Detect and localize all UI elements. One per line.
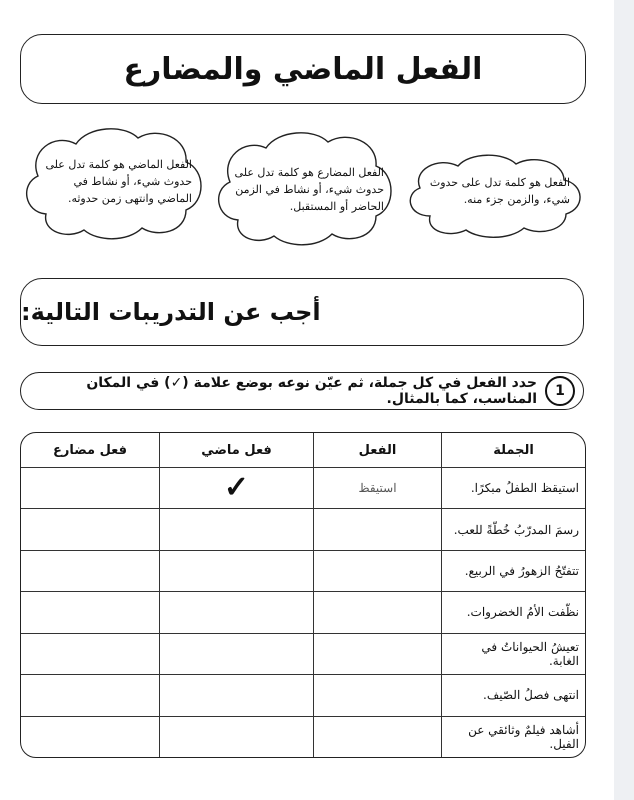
page-title: الفعل الماضي والمضارع xyxy=(123,51,483,87)
table-row xyxy=(21,592,585,633)
verb-cell[interactable] xyxy=(313,675,441,716)
exercise-table xyxy=(20,432,586,758)
present-cell[interactable] xyxy=(21,634,159,675)
present-cell[interactable] xyxy=(21,468,159,509)
verb-cell[interactable] xyxy=(313,717,441,757)
definition-present-text: الفعل المضارع هو كلمة تدل على حدوث شيء، أو نشاط في الزمن الحاضر أو المستقبل. xyxy=(234,166,384,213)
header-sentence: الجملة xyxy=(441,433,585,468)
past-cell[interactable] xyxy=(159,634,313,675)
past-cell[interactable] xyxy=(159,509,313,550)
verb-cell[interactable]: استيقظ xyxy=(313,468,441,509)
verb-cell[interactable] xyxy=(313,634,441,675)
table-row xyxy=(21,509,585,550)
header-present: فعل مضارع xyxy=(21,433,159,468)
question-text: حدد الفعل في كل جملة، ثم عيّن نوعه بوضع علامة (✓) في المكان المناسب، كما بالمثال. xyxy=(86,375,537,407)
sentence-cell: استيقظ الطفلُ مبكرًا. xyxy=(441,468,585,509)
present-cell[interactable] xyxy=(21,509,159,550)
past-cell[interactable] xyxy=(159,551,313,592)
question-number: 1 xyxy=(545,376,575,406)
verb-cell[interactable] xyxy=(313,551,441,592)
table-row xyxy=(21,634,585,675)
table-row xyxy=(21,717,585,757)
present-cell[interactable] xyxy=(21,717,159,757)
page-margin-strip xyxy=(614,0,634,800)
header-past: فعل ماضي xyxy=(159,433,313,468)
definition-cloud-verb xyxy=(400,150,588,238)
definition-verb-text: الفعل هو كلمة تدل على حدوث شيء، والزمن جزء منه. xyxy=(429,176,570,206)
verb-cell[interactable] xyxy=(313,509,441,550)
page-title-box xyxy=(20,34,586,104)
verb-cell[interactable] xyxy=(313,592,441,633)
definition-cloud-past xyxy=(18,122,208,242)
table-row xyxy=(21,551,585,592)
instruction-box xyxy=(20,278,584,346)
question-box xyxy=(20,372,584,410)
past-cell[interactable] xyxy=(159,717,313,757)
header-verb: الفعل xyxy=(313,433,441,468)
present-cell[interactable] xyxy=(21,675,159,716)
sentence-cell: رسمَ المدرّبُ خُطّةً للعب. xyxy=(441,509,585,550)
check-mark-icon: ✓ xyxy=(223,470,250,506)
past-cell[interactable] xyxy=(159,468,313,509)
table-row xyxy=(21,675,585,716)
sentence-cell: نظّفت الأمُ الخضروات. xyxy=(441,592,585,633)
definition-cloud-present xyxy=(210,126,398,250)
sentence-cell: أشاهد فيلمٌ وثائقي عن الفيل. xyxy=(441,717,585,757)
present-cell[interactable] xyxy=(21,592,159,633)
table-row xyxy=(21,468,585,509)
sentence-cell: انتهى فصلُ الصّيف. xyxy=(441,675,585,716)
definition-past-text: الفعل الماضي هو كلمة تدل على حدوث شيء، أو نشاط في الماضي وانتهى زمن حدوثه. xyxy=(45,158,192,205)
sentence-cell: تتفتّحُ الزهورُ في الربيع. xyxy=(441,551,585,592)
sentence-cell: تعيشُ الحيواناتُ في الغابة. xyxy=(441,634,585,675)
past-cell[interactable] xyxy=(159,675,313,716)
past-cell[interactable] xyxy=(159,592,313,633)
table-header-row xyxy=(21,433,585,468)
instruction-heading: أجب عن التدريبات التالية: xyxy=(21,298,321,326)
present-cell[interactable] xyxy=(21,551,159,592)
